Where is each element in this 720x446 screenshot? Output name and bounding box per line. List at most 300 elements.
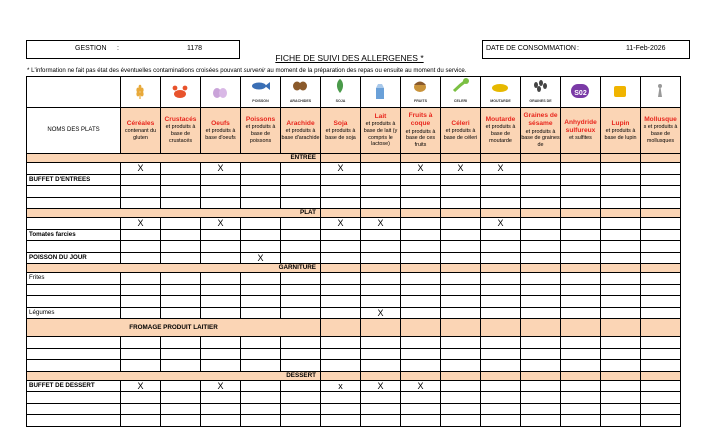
allergen-header [201,108,241,154]
allergen-mark [441,273,481,285]
allergen-mark [481,241,521,253]
allergen-icon-cell [161,77,201,108]
allergen-mark [441,403,481,415]
section-label: PLAT [27,209,321,218]
allergen-mark [201,252,241,264]
allergen-mark [241,403,281,415]
allergen-mark [321,273,361,285]
table-row [27,273,681,285]
allergen-mark [441,360,481,372]
allergen-description: contenant du gluten [124,127,157,141]
allergen-mark [241,307,281,319]
allergen-mark [521,415,561,427]
allergen-mark [561,415,601,427]
allergen-mark [361,273,401,285]
allergen-mark [521,163,561,175]
section-cell [481,264,521,273]
allergen-mark [641,284,681,296]
allergen-mark [361,348,401,360]
allergen-mark [521,307,561,319]
allergen-mark [361,163,401,175]
allergen-mark [241,360,281,372]
allergen-mark [201,307,241,319]
allergen-mark [321,284,361,296]
allergen-mark [401,273,441,285]
allergen-icon-cell [481,77,521,108]
allergen-mark [561,360,601,372]
allergen-header [641,108,681,154]
dish-name [27,392,121,404]
allergen-mark [321,252,361,264]
allergen-mark [241,392,281,404]
allergen-mark: X [121,380,161,392]
allergen-mark [561,197,601,209]
dish-name: Tomates farcies [27,229,121,241]
icon-row [27,77,681,108]
allergen-description: et produits à base de lait (y compris le lactose) [363,121,398,148]
allergen-mark [521,186,561,198]
allergen-mark [521,284,561,296]
dish-name: BUFFET DE DESSERT [27,380,121,392]
allergen-name: Fruits à coque [408,112,433,128]
section-cell [521,319,561,337]
section-label: GARNITURE [27,264,321,273]
allergen-icon-label: GRAINES DE [529,99,552,103]
allergen-mark [241,296,281,308]
allergen-mark [281,296,321,308]
allergen-name: Anhydride sulfureux [564,118,597,135]
table-row [27,229,681,241]
allergen-mark [521,174,561,186]
allergen-mark [281,348,321,360]
allergen-mark [321,186,361,198]
allergen-mark [401,415,441,427]
allergen-mark [241,337,281,349]
allergen-mark [521,392,561,404]
allergen-description: et produits à base de poissons [245,124,276,144]
allergen-mark [561,252,601,264]
allergen-mark [281,380,321,392]
allergen-mark [401,241,441,253]
allergen-mark [441,307,481,319]
allergen-table [26,76,681,427]
section-cell [601,319,641,337]
allergen-mark [521,296,561,308]
table-row [27,360,681,372]
crab-icon [171,83,191,105]
allergen-description: et produits à base d'oeufs [205,127,236,141]
allergen-mark [241,218,281,230]
table-row [27,296,681,308]
nut-icon [411,77,431,103]
note-italic: survenir [243,67,266,74]
date-box [482,40,690,59]
allergen-mark [161,284,201,296]
allergen-mark [561,163,601,175]
table-row [27,392,681,404]
gestion-value: 1178 [187,45,203,52]
allergen-mark [201,174,241,186]
allergen-mark [281,174,321,186]
allergen-mark [481,415,521,427]
dish-name [27,197,121,209]
allergen-header [361,108,401,154]
allergen-mark [401,392,441,404]
allergen-mark [281,186,321,198]
allergen-mark [281,403,321,415]
allergen-mark [401,218,441,230]
section-cell [361,264,401,273]
allergen-mark [601,273,641,285]
allergen-mark [601,392,641,404]
allergen-mark [401,337,441,349]
allergen-mark [641,186,681,198]
allergen-mark [361,392,401,404]
allergen-description: et produits à base de graines de [521,128,560,149]
allergen-description: et produits à base de moutarde [485,124,516,144]
allergen-mark [121,348,161,360]
allergen-mark [401,296,441,308]
allergen-mark [241,273,281,285]
section-cell [601,209,641,218]
allergen-mark [601,174,641,186]
allergen-mark [481,307,521,319]
allergen-mark [521,252,561,264]
dish-name: BUFFET D'ENTREES [27,174,121,186]
allergen-mark [641,392,681,404]
section-cell [441,371,481,380]
allergen-mark [161,415,201,427]
allergen-mark [561,174,601,186]
allergen-mark: X [481,163,521,175]
section-cell [521,154,561,163]
allergen-mark [641,174,681,186]
dish-name: Frites [27,273,121,285]
section-cell [561,264,601,273]
allergen-mark [241,229,281,241]
section-header-row [27,371,681,380]
dish-name: Légumes [27,307,121,319]
allergen-mark [441,218,481,230]
gestion-label: GESTION [75,45,107,52]
allergen-mark [601,296,641,308]
milk-icon [371,83,391,105]
dish-name [27,348,121,360]
allergen-mark [521,218,561,230]
allergen-description: et produits à base de ces fruits [405,128,436,149]
allergen-mark [321,337,361,349]
allergen-mark [481,337,521,349]
allergen-mark [161,218,201,230]
allergen-mark [241,415,281,427]
plats-column-header: NOMS DES PLATS [27,108,121,154]
allergen-mark [441,337,481,349]
allergen-mark [481,186,521,198]
allergen-mark [161,229,201,241]
allergen-icon-label: ARACHIDES [289,99,312,103]
allergen-mark [361,229,401,241]
allergen-mark [641,241,681,253]
allergen-header [401,108,441,154]
date-value: 11-Feb-2026 [626,45,666,52]
table-row [27,348,681,360]
section-cell [361,371,401,380]
allergen-name: Lait [374,112,387,120]
allergen-mark: X [441,163,481,175]
allergen-mark [161,307,201,319]
allergen-mark [401,197,441,209]
date-label: DATE DE CONSOMMATION [486,45,576,52]
section-label: DESSERT [27,371,321,380]
allergen-mark [201,296,241,308]
disclaimer-note [27,67,467,74]
allergen-mark [641,307,681,319]
allergen-name: Soja [333,119,348,127]
allergen-header [601,108,641,154]
allergen-mark [121,403,161,415]
section-cell [441,209,481,218]
allergen-mark [321,241,361,253]
allergen-mark [601,337,641,349]
allergen-mark: X [121,218,161,230]
section-cell [441,264,481,273]
allergen-mark [361,296,401,308]
allergen-mark [321,415,361,427]
section-cell [601,154,641,163]
dish-name [27,163,121,175]
allergen-mark [561,403,601,415]
allergen-mark [601,403,641,415]
dish-name [27,241,121,253]
allergen-mark [361,284,401,296]
allergen-mark [361,186,401,198]
allergen-header [521,108,561,154]
note-part2: au moment de la préparation des repas ou ensuite au moment du service. [265,67,467,74]
section-header-row [27,264,681,273]
allergen-mark [481,403,521,415]
allergen-name: Céréales [126,119,155,127]
allergen-mark [401,360,441,372]
allergen-mark [481,284,521,296]
section-cell [441,319,481,337]
allergen-mark [281,415,321,427]
dish-name [27,186,121,198]
allergen-mark [481,348,521,360]
section-cell [481,209,521,218]
allergen-mark: X [201,163,241,175]
section-cell [321,371,361,380]
allergen-mark [281,392,321,404]
allergen-mark [481,273,521,285]
allergen-mark [361,337,401,349]
table-row [27,218,681,230]
allergen-mark [521,197,561,209]
allergen-mark [521,229,561,241]
allergen-mark [561,284,601,296]
allergen-mark [161,174,201,186]
allergen-mark: X [201,218,241,230]
allergen-mark [201,186,241,198]
allergen-mark [561,296,601,308]
allergen-mark [241,380,281,392]
section-cell [521,371,561,380]
allergen-mark [201,337,241,349]
section-header-row [27,154,681,163]
section-cell [521,209,561,218]
allergen-mark [361,197,401,209]
allergen-header [441,108,481,154]
allergen-mark: x [321,380,361,392]
peanut-icon [290,77,311,103]
dish-name [27,403,121,415]
allergen-header [241,108,281,154]
allergen-mark [401,229,441,241]
allergen-mark [361,241,401,253]
gestion-separator: : [117,45,119,52]
allergen-icon-label: FRUITS [414,99,427,103]
allergen-mark [161,241,201,253]
allergen-description: et produits à base de lupin [604,127,637,141]
section-cell [321,209,361,218]
allergen-name: Moutarde [485,116,516,124]
allergen-mark [121,284,161,296]
allergen-mark [281,218,321,230]
allergen-mark [201,392,241,404]
dish-name: POISSON DU JOUR [27,252,121,264]
allergen-mark [321,307,361,319]
allergen-mark [481,360,521,372]
allergen-icon-cell [601,77,641,108]
allergen-mark [241,163,281,175]
allergen-mark [361,252,401,264]
section-cell [321,154,361,163]
allergen-mark [521,337,561,349]
allergen-name: Arachide [286,119,315,127]
allergen-mark [121,337,161,349]
section-cell [601,264,641,273]
allergen-mark [161,197,201,209]
allergen-mark: X [201,380,241,392]
allergen-mark [441,392,481,404]
table-row [27,337,681,349]
allergen-mark [561,380,601,392]
section-cell [481,371,521,380]
allergen-mark [441,186,481,198]
allergen-mark [601,186,641,198]
allergen-mark [401,186,441,198]
allergen-description: et produits à base de crustacés [165,124,196,144]
allergen-description: et produits à base de céleri [443,127,478,141]
allergen-mark [121,197,161,209]
allergen-mark [521,380,561,392]
allergen-header [281,108,321,154]
allergen-mark [161,360,201,372]
allergen-mark [441,296,481,308]
allergen-mark [641,380,681,392]
section-label: ENTREE [27,154,321,163]
allergen-mark [481,252,521,264]
section-cell [321,264,361,273]
allergen-mark [481,380,521,392]
allergen-mark [561,186,601,198]
table-row [27,403,681,415]
allergen-mark: X [321,218,361,230]
allergen-mark [241,284,281,296]
allergen-mark [641,163,681,175]
table-row [27,307,681,319]
allergen-mark: X [361,307,401,319]
allergen-mark [161,403,201,415]
allergen-mark [641,337,681,349]
allergen-mark [201,229,241,241]
table-row [27,284,681,296]
allergen-mark [361,360,401,372]
allergen-header [561,108,601,154]
allergen-header [321,108,361,154]
allergen-mark [321,360,361,372]
allergen-mark [321,403,361,415]
dish-name [27,284,121,296]
egg-icon [211,83,231,105]
allergen-mark [601,415,641,427]
allergen-mark [281,197,321,209]
allergen-mark [601,218,641,230]
so2-icon [571,83,591,105]
allergen-mark [561,218,601,230]
allergen-mark [121,360,161,372]
section-cell [361,319,401,337]
allergen-mark [641,296,681,308]
allergen-mark [121,392,161,404]
allergen-mark [441,284,481,296]
allergen-mark [361,174,401,186]
section-cell [641,264,681,273]
allergen-mark [601,380,641,392]
note-part1: * L'information ne fait pas état des éventuelles contaminations croisées pouvant [27,67,244,74]
allergen-mark [481,174,521,186]
allergen-mark [401,307,441,319]
allergen-mark [441,252,481,264]
allergen-mark [281,229,321,241]
allergen-name: Mollusque [644,116,677,124]
allergen-mark [201,197,241,209]
gestion-box [26,40,240,59]
allergen-mark [161,337,201,349]
dish-name [27,415,121,427]
allergen-mark [601,348,641,360]
allergen-mark [441,197,481,209]
allergen-mark [201,284,241,296]
section-cell [401,154,441,163]
allergen-mark [241,241,281,253]
allergen-mark [121,307,161,319]
allergen-mark [281,284,321,296]
section-cell [521,264,561,273]
allergen-icon-label: POISSON [252,99,269,103]
allergen-mark [161,252,201,264]
allergen-mark: X [401,163,441,175]
allergen-icon-cell [561,77,601,108]
allergen-mark [121,229,161,241]
section-cell [401,371,441,380]
allergen-mark [281,337,321,349]
section-cell [361,154,401,163]
allergen-mark [241,174,281,186]
allergen-icon-cell [201,77,241,108]
section-cell [441,154,481,163]
allergen-mark [241,348,281,360]
allergen-mark [121,415,161,427]
